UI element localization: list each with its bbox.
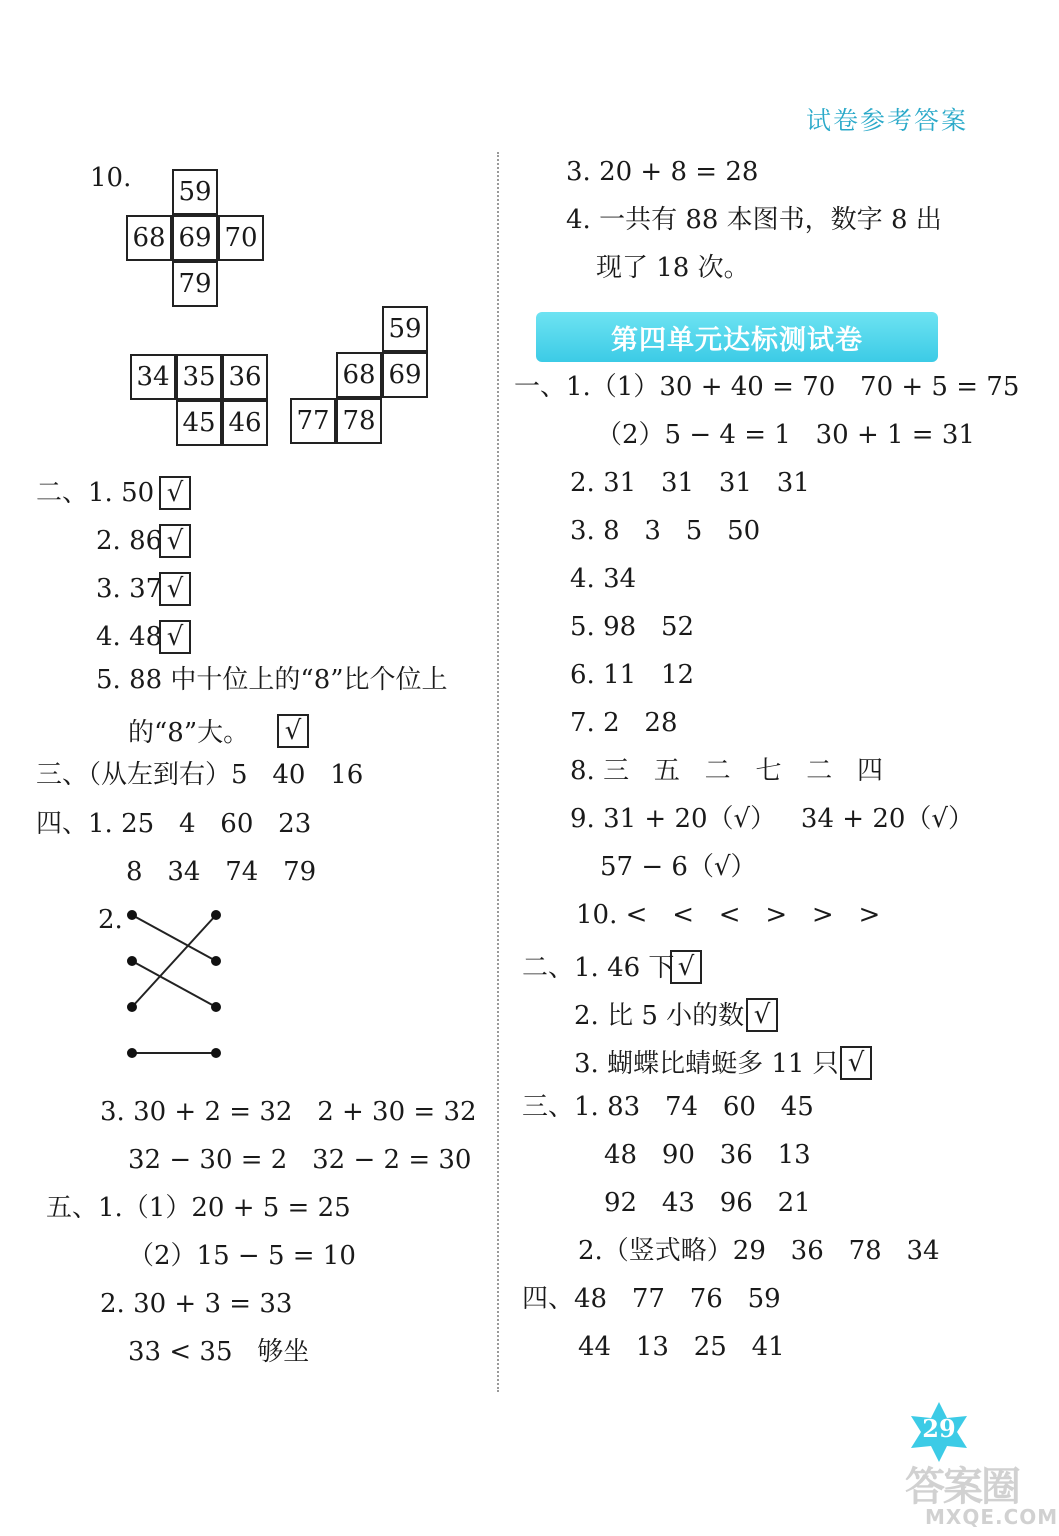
answer-line: 2. 31 31 31 31 (570, 468, 810, 498)
grid-cell: 69 (382, 352, 428, 398)
answer-line: 32 − 30 = 2 32 − 2 = 30 (128, 1145, 472, 1175)
grid-cell: 68 (126, 215, 172, 261)
column-divider (497, 152, 499, 1392)
answer-line: 4. 一共有 88 本图书，数字 8 出 (566, 205, 942, 235)
grid-cell: 77 (290, 398, 336, 444)
answer-line: 2. 比 5 小的数 (574, 1001, 745, 1031)
grid-cell: 46 (222, 400, 268, 446)
section-banner: 第四单元达标测试卷 (536, 312, 938, 362)
check-box: √ (159, 572, 191, 606)
answer-line: 57 − 6（√） (600, 852, 757, 882)
answer-line: 的“8”大。 (128, 718, 250, 748)
check-box: √ (277, 714, 309, 748)
grid-cell: 68 (336, 352, 382, 398)
watermark-url: MXQE.COM (925, 1505, 1059, 1529)
answer-line: 3. 37 (96, 574, 163, 604)
grid-cell: 35 (176, 354, 222, 400)
answer-line: 7. 2 28 (570, 708, 678, 738)
answer-line: 三、（从左到右）5 40 16 (36, 760, 364, 790)
grid-cell: 78 (336, 398, 382, 444)
answer-line: 4. 34 (570, 564, 637, 594)
answer-line: 3. 蝴蝶比蜻蜓多 11 只 (574, 1049, 839, 1079)
answer-line: 3. 30 + 2 = 32 2 + 30 = 32 (100, 1097, 477, 1127)
matching-lines-diagram (120, 905, 230, 1065)
answer-line: 3. 20 + 8 = 28 (566, 157, 759, 187)
answer-line: 一、1.（1）30 + 40 = 70 70 + 5 = 75 (514, 372, 1020, 402)
page-number: 29 (922, 1414, 956, 1443)
answer-line: 四、48 77 76 59 (522, 1284, 781, 1314)
check-box: √ (670, 950, 702, 984)
grid-cell: 59 (172, 169, 218, 215)
answer-line: 二、1. 50 (36, 478, 155, 508)
answer-line: 3. 8 3 5 50 (570, 516, 761, 546)
answer-line: （2）5 − 4 = 1 30 + 1 = 31 (596, 420, 975, 450)
grid-cell: 69 (172, 215, 218, 261)
header-title: 试卷参考答案 (806, 106, 969, 135)
question-10-label: 10. (90, 163, 132, 193)
check-box: √ (159, 476, 191, 510)
answer-line: 五、1.（1）20 + 5 = 25 (46, 1193, 351, 1223)
answer-line: 现了 18 次。 (596, 253, 750, 283)
answer-line: 48 90 36 13 (604, 1140, 811, 1170)
watermark-text: 答案圈 (905, 1464, 1019, 1510)
answer-line: 4. 48 (96, 622, 163, 652)
answer-line: 5. 88 中十位上的“8”比个位上 (96, 665, 448, 695)
check-box: √ (159, 620, 191, 654)
grid-cell: 79 (172, 261, 218, 307)
grid-cell: 59 (382, 306, 428, 352)
watermark-logo (905, 1455, 1059, 1533)
check-box: √ (840, 1046, 872, 1080)
check-box: √ (159, 524, 191, 558)
answer-line: 三、1. 83 74 60 45 (522, 1092, 814, 1122)
answer-line: 6. 11 12 (570, 660, 695, 690)
answer-line: 5. 98 52 (570, 612, 695, 642)
answer-line: 2.（竖式略）29 36 78 34 (578, 1236, 940, 1266)
grid-cell: 36 (222, 354, 268, 400)
answer-line: 33 < 35 够坐 (128, 1337, 310, 1367)
grid-cell: 70 (218, 215, 264, 261)
answer-line: 2. (98, 905, 123, 935)
answer-line: 8 34 74 79 (126, 857, 317, 887)
answer-line: （2）15 − 5 = 10 (128, 1241, 356, 1271)
answer-line: 9. 31 + 20（√） 34 + 20（√） (570, 804, 974, 834)
answer-line: 10. < < < > > > (576, 900, 881, 930)
grid-cell: 45 (176, 400, 222, 446)
answer-line: 2. 86 (96, 526, 163, 556)
answer-line: 44 13 25 41 (578, 1332, 785, 1362)
answer-line: 二、1. 46 下 (522, 953, 675, 983)
grid-cell: 34 (130, 354, 176, 400)
answer-line: 四、1. 25 4 60 23 (36, 809, 312, 839)
answer-line: 92 43 96 21 (604, 1188, 811, 1218)
answer-line: 8. 三 五 二 七 二 四 (570, 756, 884, 786)
answer-line: 2. 30 + 3 = 33 (100, 1289, 293, 1319)
check-box: √ (746, 998, 778, 1032)
